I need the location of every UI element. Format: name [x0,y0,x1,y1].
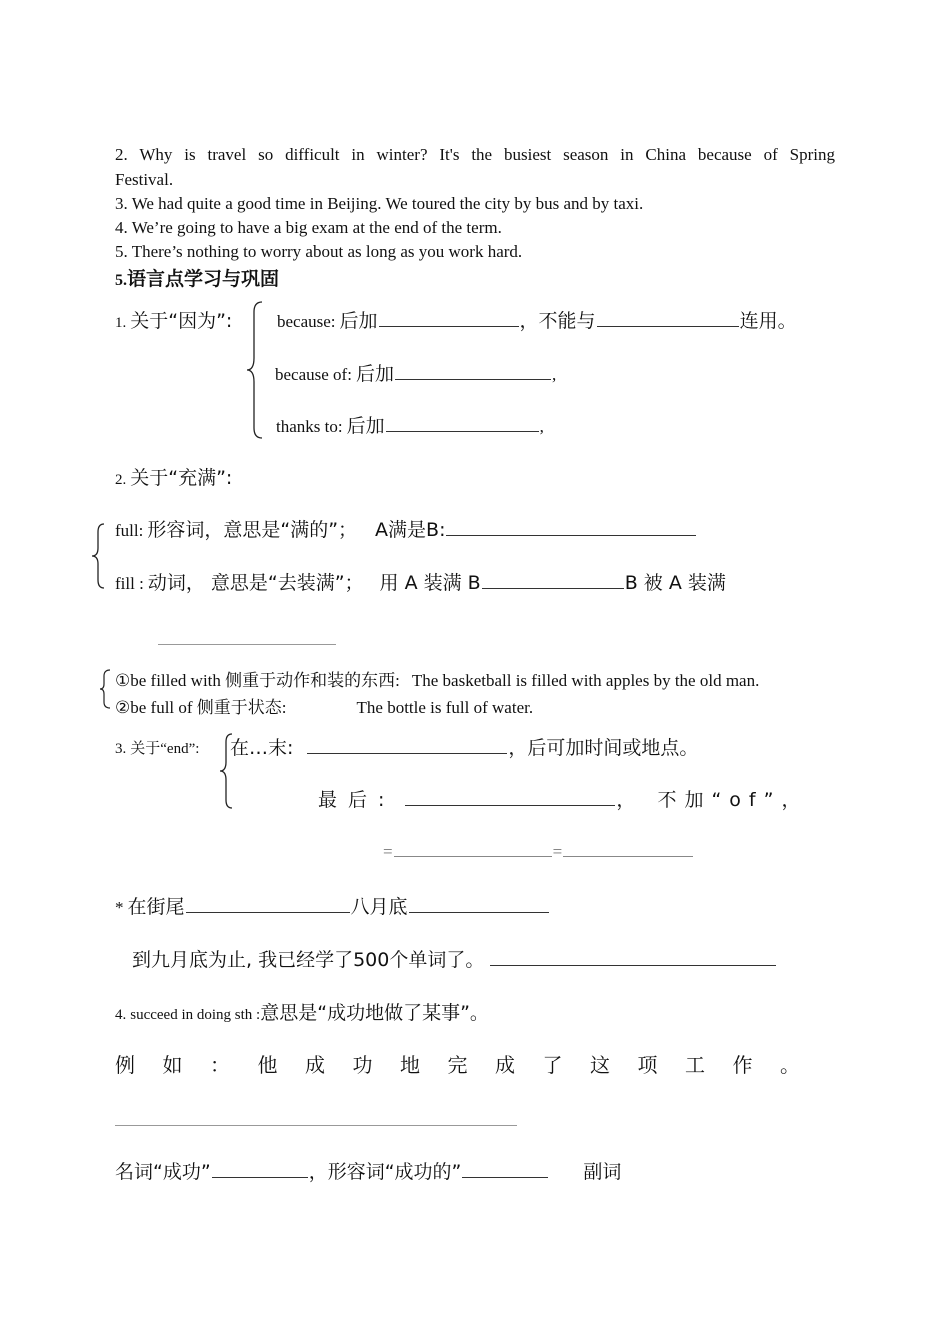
adj-success-label: ，形容词“成功的” [308,1161,462,1183]
august-end-label: 八月底 [350,896,408,918]
thanks-to-word: thanks to: [276,417,343,436]
item2-number: 2. [115,472,127,488]
end-eq-2: = [552,842,563,861]
fill-end: B 被 A 装满 [624,572,726,594]
notes-brace [98,668,112,710]
end-line-2 [318,785,808,812]
end-eq-1: = [383,842,393,861]
end-sentence-line [132,945,777,972]
fill-continuation-blank[interactable] [158,644,336,645]
street-end-label: 在街尾 [127,896,185,918]
item1-title: 关于“因为”: [130,310,233,332]
end-blank-1[interactable] [307,752,507,754]
note-1-label: ①be filled with 侧重于动作和装的东西: [115,671,400,690]
sentence-4: 4. We’re going to have a big exam at the end of the term. [115,218,502,237]
full-a-is-b: A满是B: [375,519,446,541]
item4-example-blank[interactable] [115,1125,517,1126]
end-finally: 最后: [318,789,396,811]
end-line-2-tail: ， 不加“of”， [616,789,809,811]
noun-success-blank[interactable] [212,1176,308,1178]
because-of-blank[interactable] [395,378,551,380]
fill-line [115,568,726,595]
full-word: full: [115,521,144,540]
end-equals-line [383,842,694,862]
noun-success-label: 名词“成功” [115,1161,211,1183]
adj-success-blank[interactable] [462,1176,548,1178]
note-2 [115,693,533,718]
because-word: because: [277,312,336,331]
because-end: 连用。 [739,310,797,332]
sentence-2-line1: 2. Why is travel so difficult in winter? It's the busiest season in China because of Spring [115,145,835,164]
item2-title: 关于“充满”: [130,467,233,489]
star-mark: * [115,898,124,917]
end-practice-line [115,892,550,919]
fill-text: 动词， 意思是“去装满”； [147,572,364,594]
because-blank[interactable] [379,325,519,327]
because-mid: ，不能与 [519,310,596,332]
because-text: 后加 [339,310,378,332]
adv-success-label: 副词 [583,1161,622,1183]
section-heading [115,264,279,291]
item2-brace [90,522,108,590]
august-end-blank[interactable] [409,911,549,913]
item4-number: 4. [115,1007,127,1023]
thanks-to-line [276,411,544,438]
item4-phrase: succeed in doing sth : [130,1007,261,1023]
end-eq-blank-2[interactable] [563,855,693,857]
note-1-example: The basketball is filled with apples by the old man. [411,671,760,690]
full-blank[interactable] [446,534,696,536]
because-of-text: 后加 [355,363,394,385]
item1-number: 1. [115,315,127,331]
thanks-to-text: 后加 [346,415,385,437]
item4-word-forms [115,1157,621,1184]
sentence-5: 5. There’s nothing to worry about as long as you work hard. [115,242,523,261]
end-line-1-tail: ，后可加时间或地点。 [508,737,699,759]
because-of-end: , [551,365,557,384]
street-end-blank[interactable] [186,911,350,913]
item4-label [115,998,489,1025]
note-2-example: The bottle is full of water. [356,698,534,717]
item1-label [115,306,232,333]
end-at-the-end: 在…末: [230,737,294,759]
item3-label [115,737,199,758]
section-number: 5. [115,272,127,289]
sentence-2-line2: Festival. [115,170,174,189]
because-of-word: because of: [275,365,352,384]
item3-title: 关于“end”: [130,741,200,757]
item3-number: 3. [115,741,127,757]
thanks-to-end: , [539,417,544,436]
item2-label [115,463,232,490]
because-not-with-blank[interactable] [597,325,739,327]
fill-use: 用 A 装满 B [379,572,481,594]
full-text: 形容词，意思是“满的”； [147,519,358,541]
note-2-label: ②be full of 侧重于状态: [115,698,287,717]
because-of-line [275,359,556,386]
end-blank-2[interactable] [405,804,615,806]
item1-brace [244,300,266,440]
thanks-to-blank[interactable] [386,430,539,432]
full-line [115,515,697,542]
because-line [277,306,797,333]
item4-meaning: 意思是“成功地做了某事”。 [260,1002,489,1024]
end-line-1 [230,733,698,760]
item4-example: 例如：他成功地完成了这项工作。 [115,1053,828,1077]
note-1 [115,666,759,691]
fill-word: fill : [115,574,144,593]
end-eq-blank-1[interactable] [394,855,552,857]
end-sentence-blank[interactable] [490,964,776,966]
section-title: 语言点学习与巩固 [127,268,280,290]
end-sentence: 到九月底为止, 我已经学了500个单词了。 [132,949,485,971]
fill-blank[interactable] [482,587,624,589]
sentence-3: 3. We had quite a good time in Beijing. We toured the city by bus and by taxi. [115,194,644,213]
